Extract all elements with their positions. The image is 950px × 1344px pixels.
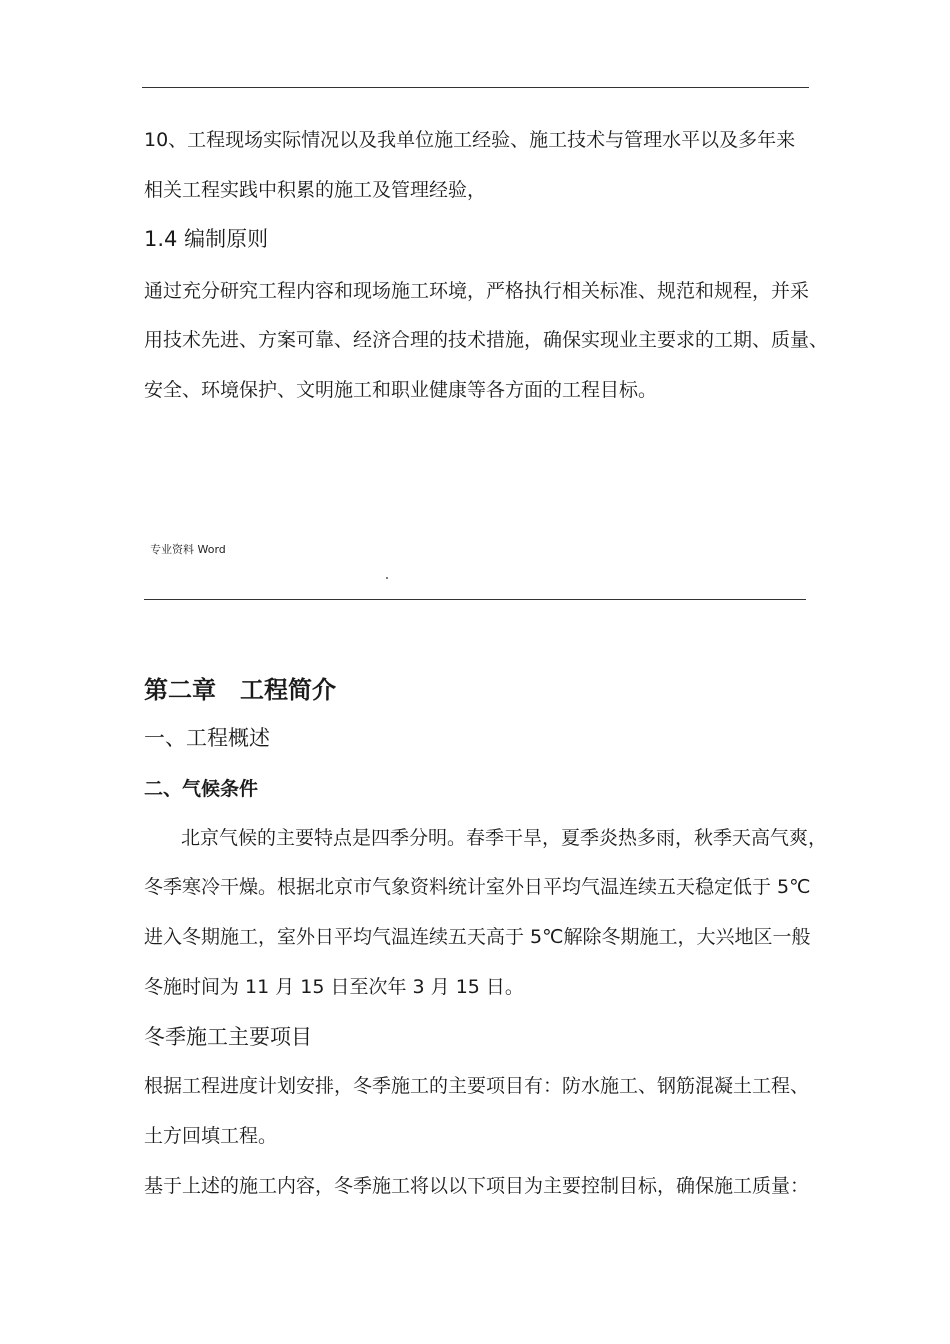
climate-paragraph-line-3: 进入冬期施工，室外日平均气温连续五天高于 5℃解除冬期施工，大兴地区一般 bbox=[144, 926, 811, 948]
footer-label: 专业资料 Word bbox=[150, 543, 226, 556]
top-rule bbox=[142, 87, 809, 88]
footer-dot bbox=[386, 577, 388, 579]
page-break-rule bbox=[144, 599, 806, 600]
climate-paragraph-line-4: 冬施时间为 11 月 15 日至次年 3 月 15 日。 bbox=[144, 976, 524, 998]
winter-paragraph-line-1: 根据工程进度计划安排，冬季施工的主要项目有：防水施工、钢筋混凝土工程、 bbox=[144, 1075, 810, 1097]
principle-paragraph-line-3: 安全、环境保护、文明施工和职业健康等各方面的工程目标。 bbox=[144, 379, 658, 401]
climate-paragraph-line-2: 冬季寒冷干燥。根据北京市气象资料统计室外日平均气温连续五天稳定低于 5℃ bbox=[144, 876, 811, 898]
item-10-line-2: 相关工程实践中积累的施工及管理经验， bbox=[144, 179, 487, 201]
chapter-title: 第二章 工程简介 bbox=[144, 676, 336, 704]
section-heading-1-4: 1.4 编制原则 bbox=[144, 227, 269, 251]
item-10-line-1: 10、工程现场实际情况以及我单位施工经验、施工技术与管理水平以及多年来 bbox=[144, 129, 796, 151]
subheading-climate-conditions: 二、气候条件 bbox=[144, 778, 259, 800]
winter-paragraph-line-2: 土方回填工程。 bbox=[144, 1125, 278, 1147]
principle-paragraph-line-2: 用技术先进、方案可靠、经济合理的技术措施，确保实现业主要求的工期、质量、 bbox=[144, 329, 829, 351]
principle-paragraph-line-1: 通过充分研究工程内容和现场施工环境，严格执行相关标准、规范和规程，并采 bbox=[144, 280, 810, 302]
climate-paragraph-line-1: 北京气候的主要特点是四季分明。春季干旱，夏季炎热多雨，秋季天高气爽， bbox=[181, 827, 828, 849]
winter-construction-heading: 冬季施工主要项目 bbox=[144, 1025, 312, 1049]
control-targets-line: 基于上述的施工内容，冬季施工将以以下项目为主要控制目标，确保施工质量： bbox=[144, 1175, 810, 1197]
subheading-project-overview: 一、工程概述 bbox=[144, 726, 270, 750]
